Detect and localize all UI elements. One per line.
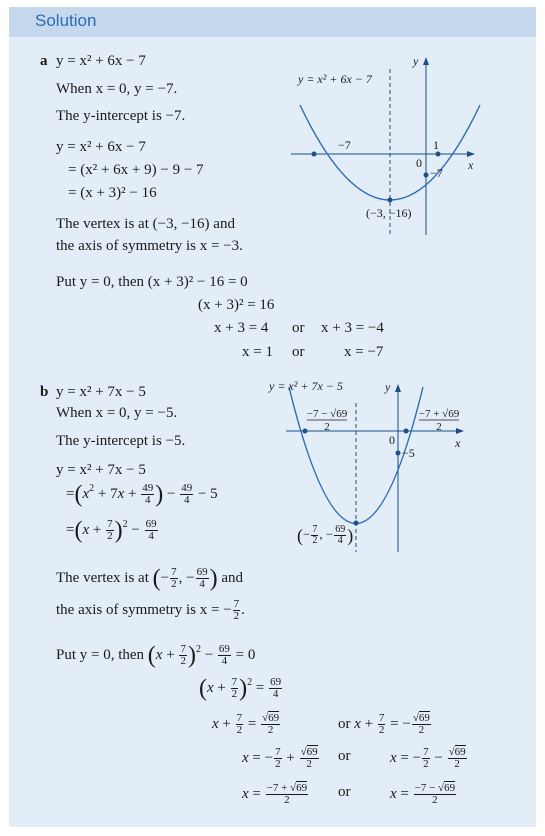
graph-a-curve-label: y = x² + 6x − 7 (298, 72, 372, 86)
graph-b-y-arrow (395, 384, 401, 392)
part-a-equation: y = x² + 6x − 7 (56, 53, 146, 69)
part-b-axis: the axis of symmetry is x = − $\frac{7}{2}$ . (56, 598, 245, 622)
part-b-solve3b: x = − $\frac{7}{2}$ − $\frac{√69}{2}$ (390, 746, 466, 770)
graph-b-y-int-label: −5 (402, 446, 415, 460)
part-b-solve3a: x = − $\frac{7}{2}$ + $\frac{√69}{2}$ (242, 746, 318, 770)
part-b-equation: y = x² + 7x − 5 (56, 384, 146, 400)
part-a-or-1: or (292, 320, 305, 336)
part-b-intercept: The y-intercept is −5. (56, 433, 186, 449)
graph-b-x-label: x (455, 436, 461, 450)
part-a-solve2a: x + 3 = 4 (214, 320, 269, 336)
part-b-or-1: or (338, 715, 351, 732)
part-a-solve3b: x = −7 (344, 344, 384, 360)
part-b-solve2a: x + $\frac{7}{2}$ = $\frac{√69}{2}$ (212, 712, 280, 736)
part-b-or-3: or (338, 784, 351, 800)
graph-b-root-left-num: −7 − √69 (306, 408, 348, 420)
part-b-put-y0-text: Put y = 0, then (56, 646, 145, 663)
part-a-intercept: The y-intercept is −7. (56, 108, 186, 124)
part-b-put-y0: Put y = 0, then (x + $\frac{7}{2}$ )$^2$ − $\frac{69}{4}$ = 0 (56, 642, 256, 669)
part-a-vertex: The vertex is at (−3, −16) and (56, 216, 235, 232)
part-a-or-2: or (292, 344, 305, 360)
graph-b-root-right-den: 2 (436, 421, 442, 433)
part-b-solve4a: x = $\frac{-7 + √69}{2}$ (242, 782, 308, 806)
graph-b-y-intercept (396, 451, 401, 456)
part-b-solve4b: x = $\frac{-7 - √69}{2}$ (390, 782, 456, 806)
graph-a-y-label: y (413, 54, 419, 68)
graph-b-root-left-den: 2 (324, 421, 330, 433)
part-a-step1: y = x² + 6x − 7 (56, 139, 146, 155)
part-b-step2: $=(x^2 + 7x$ + $\frac{49}{4}$ ) − $\frac{49}{4}$ − 5 (66, 481, 218, 508)
part-b-axis-text: the axis of symmetry is x = (56, 601, 220, 618)
graph-a-vertex-label: (−3, −16) (366, 206, 412, 220)
part-b-vertex-text: The vertex is at (56, 569, 149, 586)
graph-a-x-label: x (468, 158, 474, 172)
part-a-step3: = (x + 3)² − 16 (68, 185, 157, 201)
part-a-solve3a: x = 1 (242, 344, 273, 360)
graph-b-curve-label: y = x² + 7x − 5 (269, 379, 343, 393)
part-b-vertex: The vertex is at (− $\frac{7}{2}$ , − $\frac{69}{4}$ ) and (56, 565, 243, 592)
part-b-solve1: (x + $\frac{7}{2}$ )$^2$ = $\frac{69}{4}$ (199, 675, 282, 702)
graph-b-y-label: y (385, 380, 391, 394)
part-a-when-x0: When x = 0, y = −7. (56, 81, 178, 97)
part-b-step1: y = x² + 7x − 5 (56, 462, 146, 478)
part-a-label: a (40, 53, 48, 69)
part-a-solve1: (x + 3)² = 16 (198, 297, 275, 313)
part-b-label: b (40, 384, 49, 400)
part-b-vertex-and: and (221, 569, 243, 586)
graph-b-root-left (303, 429, 308, 434)
graph-b-origin: 0 (389, 433, 395, 447)
graph-b-vertex-label: (− $\frac{7}{2}$ , − $\frac{69}{4}$ ) (297, 524, 354, 546)
part-a-solve2b: x + 3 = −4 (321, 320, 384, 336)
graph-b-x-arrow (456, 428, 464, 434)
graph-b (9, 7, 536, 567)
part-a-put-y0: Put y = 0, then (x + 3)² − 16 = 0 (56, 274, 248, 290)
graph-b-root-right-num: −7 + √69 (418, 408, 460, 420)
part-b-step3: =(x + $\frac{7}{2}$ )$^2$ − $\frac{69}{4}$ (66, 517, 157, 544)
graph-b-root-right (404, 429, 409, 434)
graph-a-origin: 0 (416, 156, 422, 170)
part-b-when-x0: When x = 0, y = −5. (56, 405, 178, 421)
part-a-axis: the axis of symmetry is x = −3. (56, 238, 243, 254)
solution-panel (9, 7, 536, 827)
graph-a-y-int-label: −7 (430, 166, 443, 180)
part-b-solve2b: or x + $\frac{7}{2}$ = − $\frac{√69}{2}$ (338, 712, 430, 736)
graph-a-root-left-label: −7 (338, 138, 351, 152)
part-b-or-2: or (338, 748, 351, 764)
solution-title: Solution (35, 11, 97, 30)
graph-a-root-right-label: 1 (433, 138, 439, 152)
part-a-step2: = (x² + 6x + 9) − 9 − 7 (68, 162, 204, 178)
graph-b-vertex (354, 521, 359, 526)
